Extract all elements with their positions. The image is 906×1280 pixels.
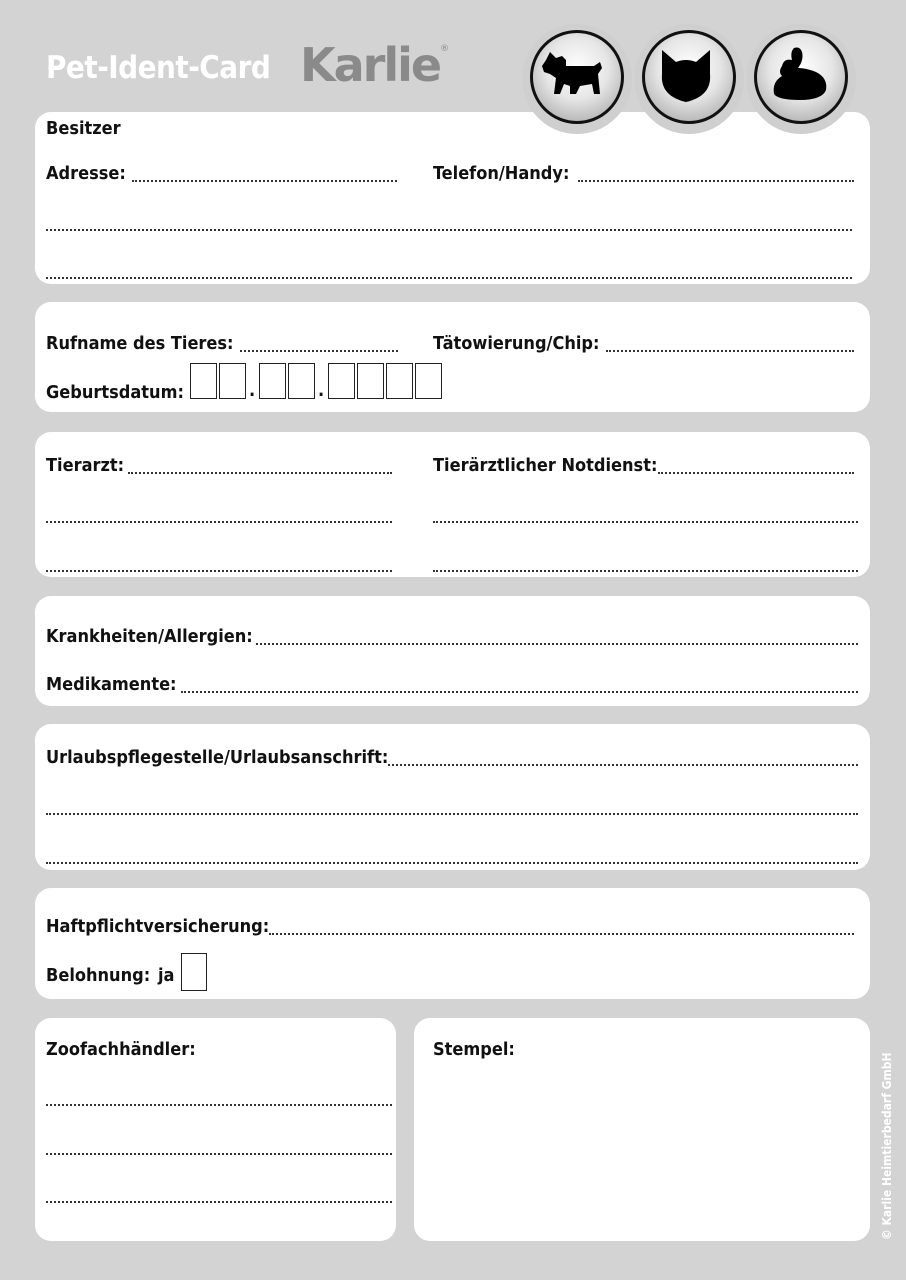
stamp-label: Stempel: [433,1039,515,1060]
tattoo-chip-label: Tätowierung/Chip: [433,333,600,354]
rabbit-badge [746,24,856,134]
reward-checkbox[interactable] [181,953,207,991]
rabbit-icon [760,38,836,114]
brand-logo [300,38,449,92]
reward-yes-label: ja [158,965,175,986]
address-label: Adresse: [46,163,126,184]
holiday-line-2[interactable] [46,813,858,815]
brand-name: Karlie [300,38,441,92]
reward-label: Belohnung: [46,965,151,986]
page-title: Pet-Ident-Card [46,50,271,86]
owner-heading: Besitzer [46,118,121,139]
address-line-3[interactable] [46,277,852,279]
cat-badge [634,24,744,134]
insurance-label: Haftpflichtversicherung: [46,916,270,937]
emergency-vet-label: Tierärztlicher Notdienst: [433,455,658,476]
birth-month-digit-1[interactable] [259,363,286,399]
date-separator: . [318,380,325,401]
emergency-vet-line-1[interactable] [658,472,854,474]
address-line-2[interactable] [46,229,852,231]
dog-icon [536,38,612,114]
medication-line[interactable] [181,691,858,693]
birth-year-digit-1[interactable] [328,363,355,399]
holiday-line-3[interactable] [46,862,858,864]
vet-label: Tierarzt: [46,455,125,476]
vet-line-1[interactable] [128,472,392,474]
holiday-label: Urlaubspflegestelle/Urlaubsanschrift: [46,747,389,768]
birth-year-digit-2[interactable] [357,363,384,399]
address-line-1[interactable] [132,180,397,182]
registered-mark: ® [440,44,450,54]
shop-line-3[interactable] [46,1201,392,1203]
vet-line-3[interactable] [46,570,392,572]
insurance-line[interactable] [269,933,854,935]
cat-icon [648,38,724,114]
vet-section [35,432,870,577]
shop-line-1[interactable] [46,1104,392,1106]
phone-label: Telefon/Handy: [433,163,570,184]
phone-line[interactable] [578,180,854,182]
emergency-vet-line-2[interactable] [433,521,858,523]
birth-date-label: Geburtsdatum: [46,382,184,403]
vet-line-2[interactable] [46,521,392,523]
tattoo-chip-line[interactable] [606,350,854,352]
date-separator: . [249,380,256,401]
shop-line-2[interactable] [46,1153,392,1155]
holiday-line-1[interactable] [388,764,858,766]
dog-badge [522,24,632,134]
owner-section [35,112,870,284]
shop-label: Zoofachhändler: [46,1039,196,1060]
pet-name-label: Rufname des Tieres: [46,333,234,354]
illness-line[interactable] [256,643,858,645]
pet-name-line[interactable] [240,350,398,352]
copyright-notice: © Karlie Heimtierbedarf GmbH [880,1052,894,1240]
holiday-section [35,724,870,870]
medication-label: Medikamente: [46,674,177,695]
birth-month-digit-2[interactable] [288,363,315,399]
illness-label: Krankheiten/Allergien: [46,626,253,647]
birth-day-digit-2[interactable] [219,363,246,399]
birth-year-digit-3[interactable] [386,363,413,399]
birth-year-digit-4[interactable] [415,363,442,399]
emergency-vet-line-3[interactable] [433,570,858,572]
birth-day-digit-1[interactable] [190,363,217,399]
